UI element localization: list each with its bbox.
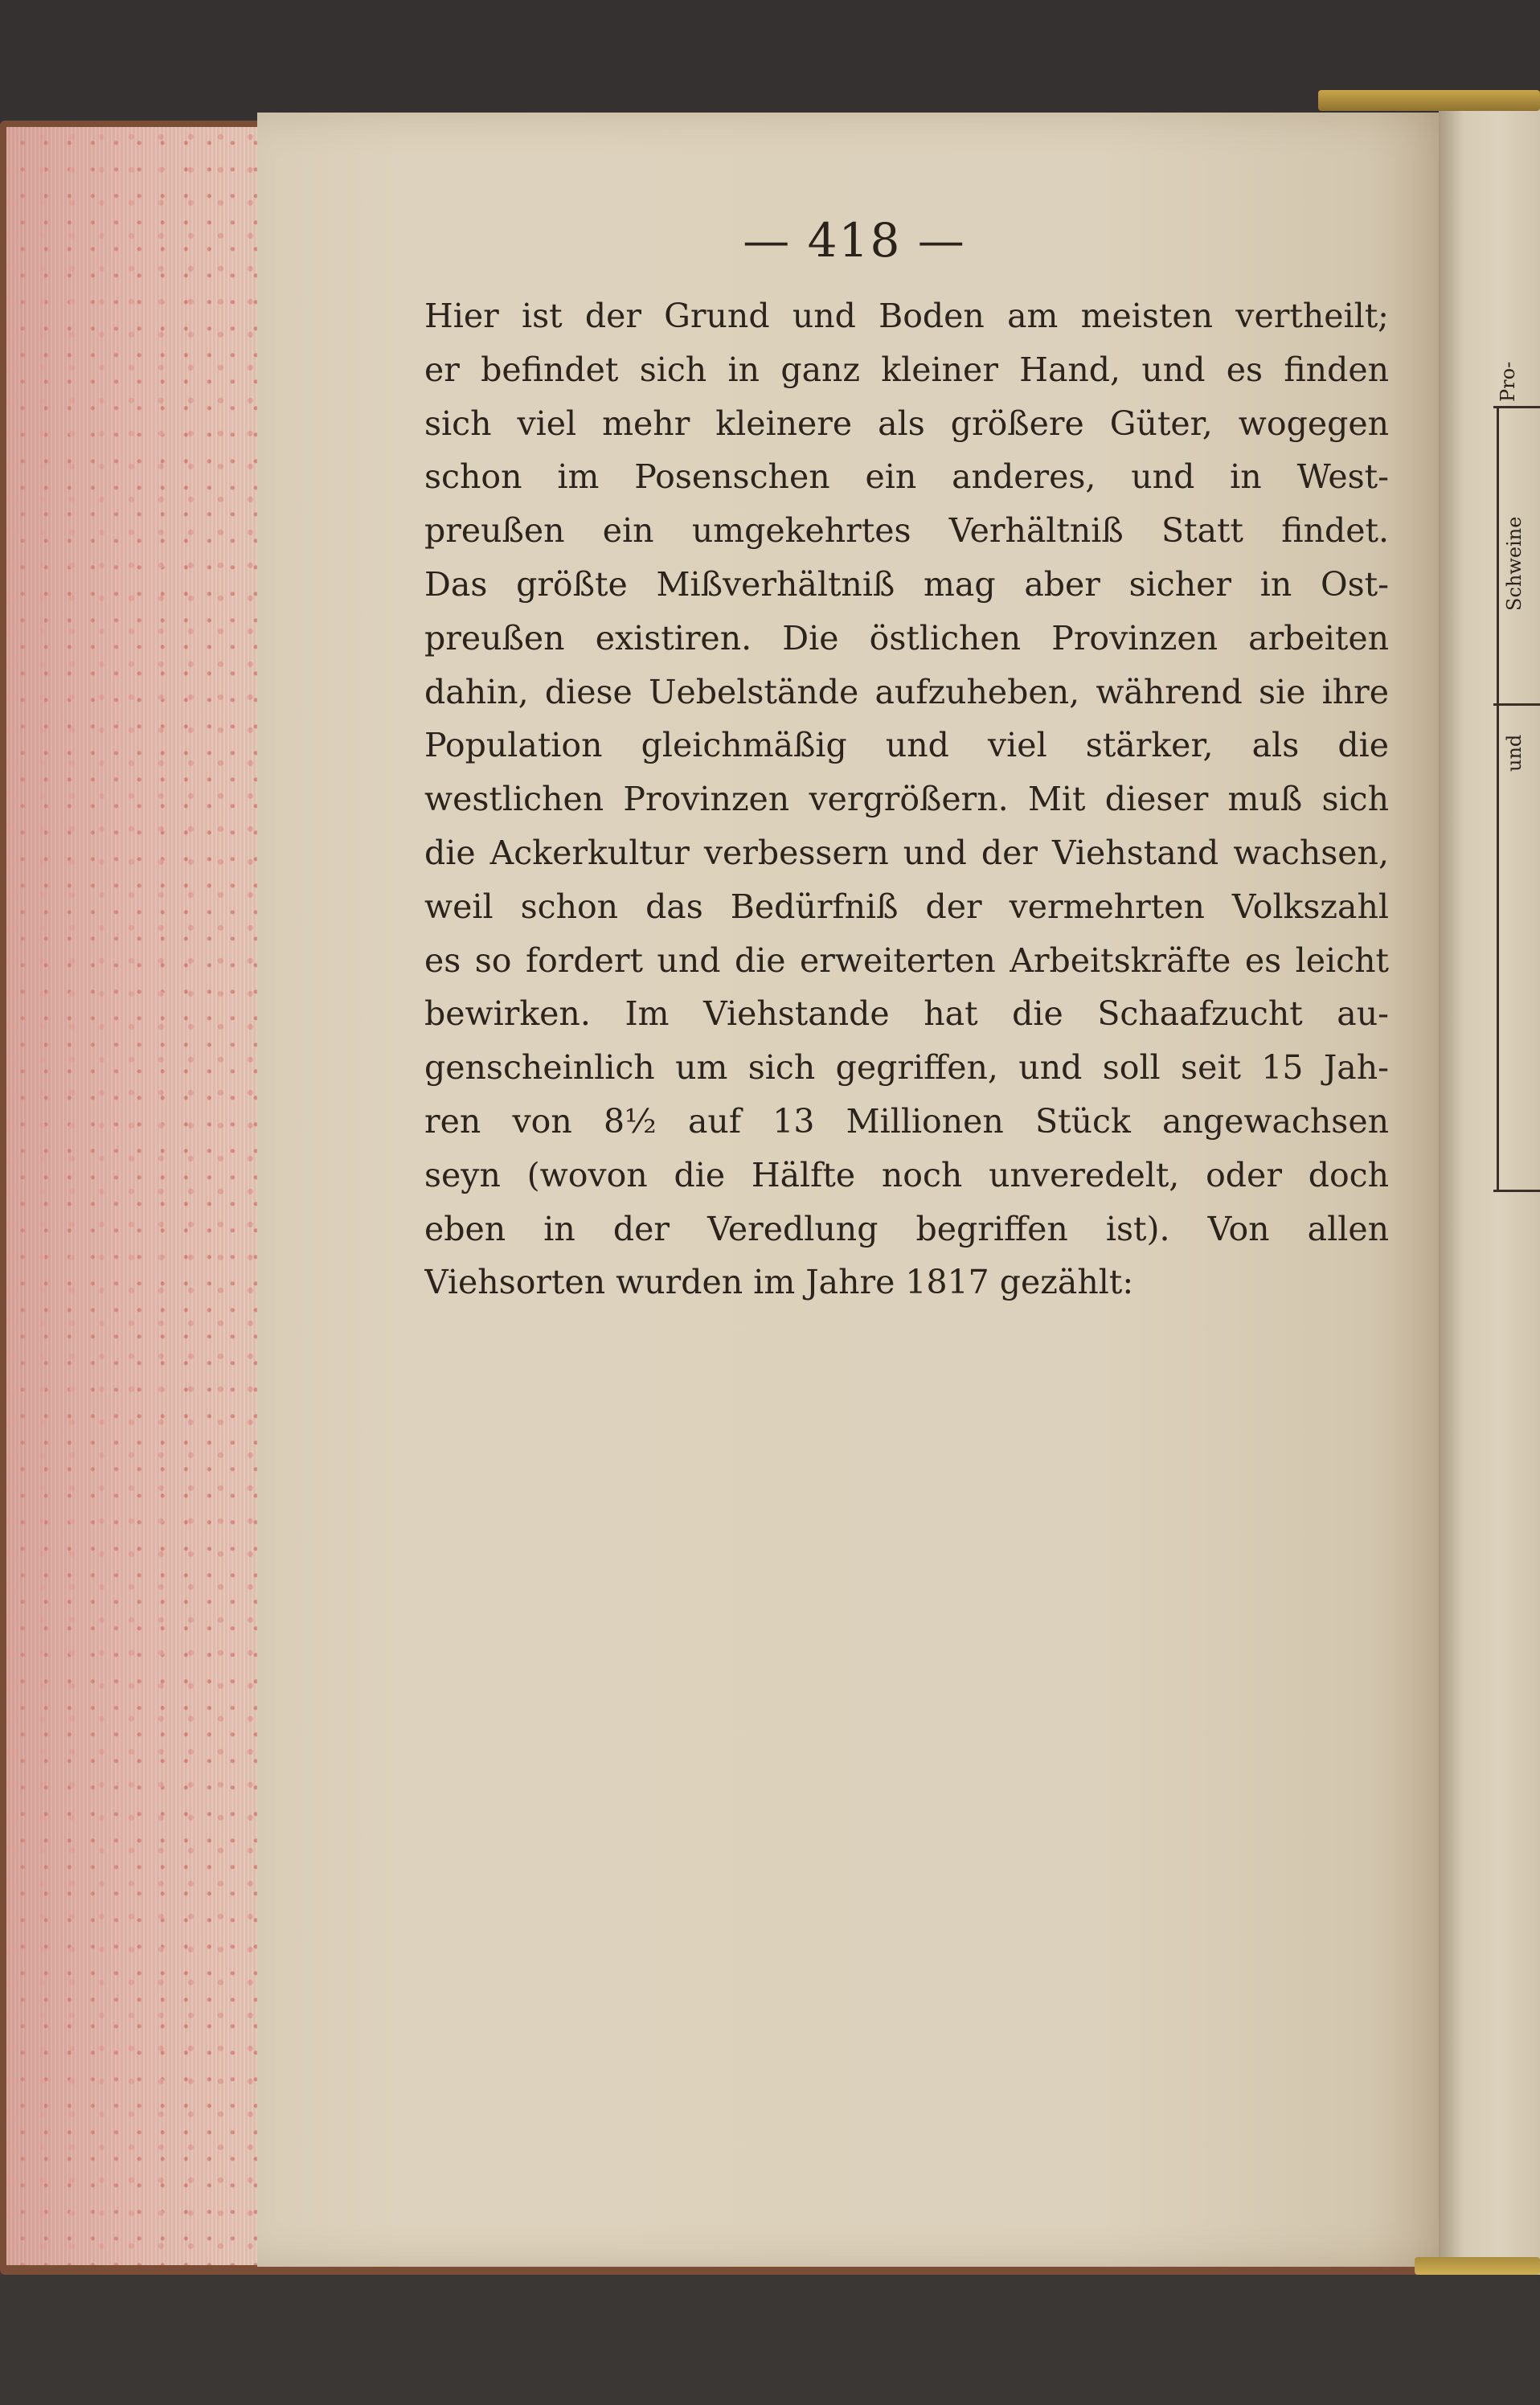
text-line: Population gleichmäßig und viel stärker, als die [424,726,1389,765]
text-line: ren von 8½ auf 13 Millionen Stück angewachsen [424,1101,1389,1141]
text-line: es so fordert und die erweiterten Arbeitskräfte es leicht [424,940,1389,980]
page-number: — 418 — [743,213,966,268]
text-line: weil schon das Bedürfniß der vermehrten Volkszahl [424,887,1389,926]
text-line: er befindet sich in ganz kleiner Hand, und es finden [424,350,1389,389]
text-line: bewirken. Im Viehstande hat die Schaafzucht au- [424,994,1389,1034]
page-edges [6,127,288,2265]
text-line: seyn (wovon die Hälfte noch unveredelt, oder doch [424,1155,1389,1194]
page-body [424,289,1389,1309]
text-line: Das größte Mißverhältniß mag aber sicher in Ost- [424,564,1389,604]
text-line: westlichen Provinzen vergrößern. Mit dieser muß sich [424,780,1389,819]
gold-ribbon-top [1318,90,1540,111]
text-line: eben in der Veredlung begriffen ist). Von allen [424,1209,1389,1248]
margin-label: Schweine [1503,516,1526,611]
margin-label: und [1503,734,1526,772]
text-line: preußen existiren. Die östlichen Provinzen arbeiten [424,618,1389,658]
text-line: Viehsorten wurden im Jahre 1817 gezählt: [424,1263,1134,1302]
table-rule [1493,703,1540,706]
text-line: genscheinlich um sich gegriffen, und soll seit 15 Jah- [424,1048,1389,1088]
text-line: preußen ein umgekehrtes Verhältniß Statt findet. [424,511,1389,551]
gold-ribbon-bottom [1415,2257,1540,2275]
text-line: schon im Posenschen ein anderes, und in West- [424,457,1389,497]
margin-label: Pro- [1497,361,1519,402]
text-line: dahin, diese Uebelstände aufzuheben, während sie ihre [424,672,1389,711]
text-line: Hier ist der Grund und Boden am meisten vertheilt; [424,297,1389,335]
text-line: sich viel mehr kleinere als größere Güter, wogegen [424,404,1389,443]
text-line: die Ackerkultur verbessern und der Viehstand wachsen, [424,833,1389,872]
table-rule [1493,406,1540,408]
table-rule [1493,1190,1540,1192]
table-vertical-rule [1497,406,1499,1190]
